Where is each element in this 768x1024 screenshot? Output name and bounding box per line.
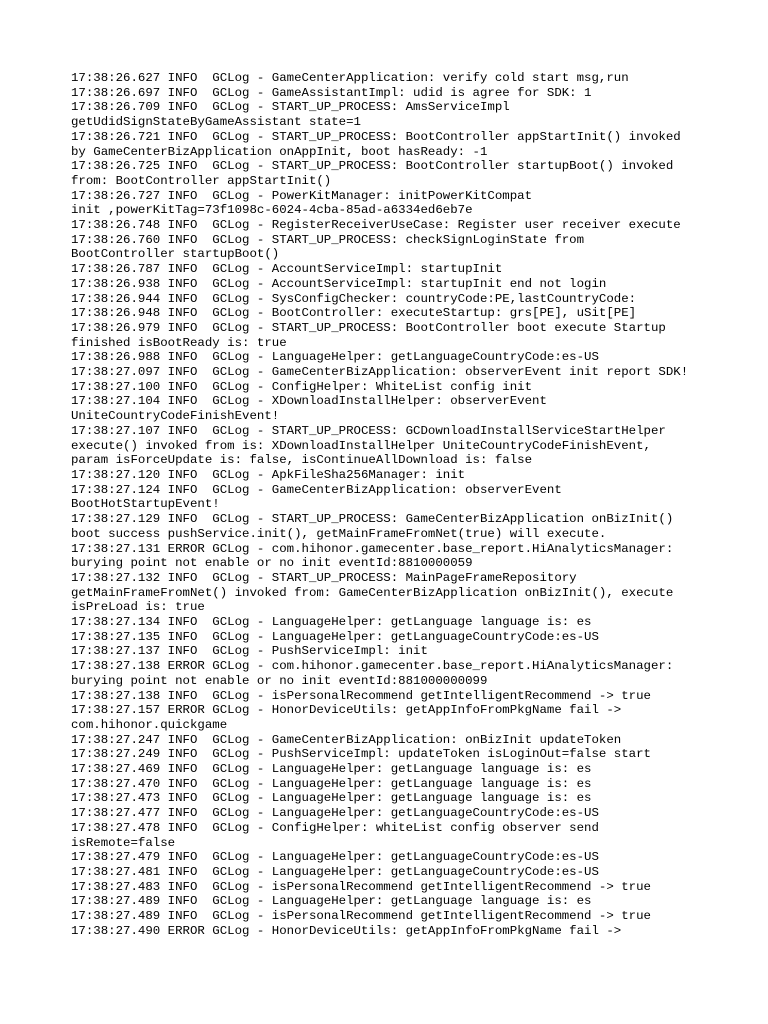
log-line: 17:38:27.131 ERROR GCLog - com.hihonor.gamecenter.base_report.HiAnalyticsManager: xyxy=(71,541,674,556)
log-line: 17:38:27.481 INFO GCLog - LanguageHelper: getLanguageCountryCode:es-US xyxy=(71,864,599,879)
log-line: 17:38:27.137 INFO GCLog - PushServiceImpl: init xyxy=(71,644,428,659)
log-document xyxy=(71,71,711,938)
log-line: 17:38:26.948 INFO GCLog - BootController: executeStartup: grs[PE], uSit[PE] xyxy=(71,306,637,321)
log-line: 17:38:27.104 INFO GCLog - XDownloadInstallHelper: observerEvent xyxy=(71,394,547,409)
log-line: 17:38:27.470 INFO GCLog - LanguageHelper: getLanguage language is: es xyxy=(71,776,592,791)
log-line: BootController startupBoot() xyxy=(71,247,280,262)
log-line: 17:38:26.938 INFO GCLog - AccountServiceImpl: startupInit end not login xyxy=(71,276,607,291)
log-line: 17:38:27.249 INFO GCLog - PushServiceImpl: updateToken isLoginOut=false start xyxy=(71,747,651,762)
log-line: UniteCountryCodeFinishEvent! xyxy=(71,409,280,424)
log-line: 17:38:26.944 INFO GCLog - SysConfigChecker: countryCode:PE,lastCountryCode: xyxy=(71,291,637,306)
log-line: 17:38:26.979 INFO GCLog - START_UP_PROCESS: BootController boot execute Startup xyxy=(71,320,666,335)
log-line: 17:38:27.469 INFO GCLog - LanguageHelper: getLanguage language is: es xyxy=(71,762,592,777)
log-line: 17:38:27.138 ERROR GCLog - com.hihonor.gamecenter.base_report.HiAnalyticsManager: xyxy=(71,659,674,674)
log-line: 17:38:26.748 INFO GCLog - RegisterReceiverUseCase: Register user receiver execute xyxy=(71,218,681,233)
log-line: boot success pushService.init(), getMainFrameFromNet(true) will execute. xyxy=(71,526,607,541)
log-line: com.hihonor.quickgame xyxy=(71,717,228,732)
log-line: init ,powerKitTag=73f1098c-6024-4cba-85ad-a6334ed6eb7e xyxy=(71,203,473,218)
log-line: 17:38:26.709 INFO GCLog - START_UP_PROCESS: AmsServiceImpl xyxy=(71,100,510,115)
log-line: 17:38:27.473 INFO GCLog - LanguageHelper: getLanguage language is: es xyxy=(71,791,592,806)
log-line: 17:38:26.725 INFO GCLog - START_UP_PROCESS: BootController startupBoot() invoked xyxy=(71,159,674,174)
log-line: execute() invoked from is: XDownloadInstallHelper UniteCountryCodeFinishEvent, xyxy=(71,438,651,453)
log-line: 17:38:26.787 INFO GCLog - AccountServiceImpl: startupInit xyxy=(71,262,503,277)
log-line: isPreLoad is: true xyxy=(71,600,205,615)
log-line: 17:38:27.107 INFO GCLog - START_UP_PROCESS: GCDownloadInstallServiceStartHelper xyxy=(71,423,666,438)
log-line: 17:38:27.477 INFO GCLog - LanguageHelper: getLanguageCountryCode:es-US xyxy=(71,806,599,821)
log-line: 17:38:26.627 INFO GCLog - GameCenterApplication: verify cold start msg,run xyxy=(71,71,629,85)
log-line: 17:38:26.721 INFO GCLog - START_UP_PROCESS: BootController appStartInit() invoked xyxy=(71,129,681,144)
log-line: param isForceUpdate is: false, isContinueAllDownload is: false xyxy=(71,453,533,468)
log-line: getUdidSignStateByGameAssistant state=1 xyxy=(71,115,361,130)
log-line: 17:38:27.134 INFO GCLog - LanguageHelper: getLanguage language is: es xyxy=(71,615,592,630)
log-line: 17:38:27.490 ERROR GCLog - HonorDeviceUtils: getAppInfoFromPkgName fail -> xyxy=(71,923,622,938)
log-line: 17:38:27.129 INFO GCLog - START_UP_PROCESS: GameCenterBizApplication onBizInit() xyxy=(71,512,674,527)
log-line: 17:38:26.697 INFO GCLog - GameAssistantImpl: udid is agree for SDK: 1 xyxy=(71,85,592,100)
log-line: 17:38:26.727 INFO GCLog - PowerKitManager: initPowerKitCompat xyxy=(71,188,533,203)
log-line: getMainFrameFromNet() invoked from: GameCenterBizApplication onBizInit(), execute xyxy=(71,585,674,600)
log-line: BootHotStartupEvent! xyxy=(71,497,220,512)
log-line: 17:38:27.489 INFO GCLog - isPersonalRecommend getIntelligentRecommend -> true xyxy=(71,909,651,924)
log-line: 17:38:26.988 INFO GCLog - LanguageHelper: getLanguageCountryCode:es-US xyxy=(71,350,599,365)
log-line: 17:38:27.135 INFO GCLog - LanguageHelper: getLanguageCountryCode:es-US xyxy=(71,629,599,644)
log-line: by GameCenterBizApplication onAppInit, boot hasReady: -1 xyxy=(71,144,488,159)
log-line: 17:38:27.138 INFO GCLog - isPersonalRecommend getIntelligentRecommend -> true xyxy=(71,688,651,703)
log-line: 17:38:27.132 INFO GCLog - START_UP_PROCESS: MainPageFrameRepository xyxy=(71,570,577,585)
log-line: 17:38:27.124 INFO GCLog - GameCenterBizApplication: observerEvent xyxy=(71,482,562,497)
log-line: 17:38:27.479 INFO GCLog - LanguageHelper: getLanguageCountryCode:es-US xyxy=(71,850,599,865)
log-line: from: BootController appStartInit() xyxy=(71,173,332,188)
log-line: 17:38:27.100 INFO GCLog - ConfigHelper: WhiteList config init xyxy=(71,379,533,394)
log-line: 17:38:27.157 ERROR GCLog - HonorDeviceUtils: getAppInfoFromPkgName fail -> xyxy=(71,703,622,718)
log-line: isRemote=false xyxy=(71,835,176,850)
log-line: finished isBootReady is: true xyxy=(71,335,287,350)
log-line: burying point not enable or no init eventId:881000000099 xyxy=(71,673,488,688)
log-line: 17:38:27.097 INFO GCLog - GameCenterBizApplication: observerEvent init report SDK! xyxy=(71,365,689,380)
log-line: 17:38:26.760 INFO GCLog - START_UP_PROCESS: checkSignLoginState from xyxy=(71,232,585,247)
log-line: 17:38:27.247 INFO GCLog - GameCenterBizApplication: onBizInit updateToken xyxy=(71,732,622,747)
log-line: 17:38:27.489 INFO GCLog - LanguageHelper: getLanguage language is: es xyxy=(71,894,592,909)
log-line: 17:38:27.483 INFO GCLog - isPersonalRecommend getIntelligentRecommend -> true xyxy=(71,879,651,894)
log-line: 17:38:27.120 INFO GCLog - ApkFileSha256Manager: init xyxy=(71,467,466,482)
log-line: burying point not enable or no init eventId:8810000059 xyxy=(71,556,473,571)
log-line: 17:38:27.478 INFO GCLog - ConfigHelper: whiteList config observer send xyxy=(71,820,599,835)
